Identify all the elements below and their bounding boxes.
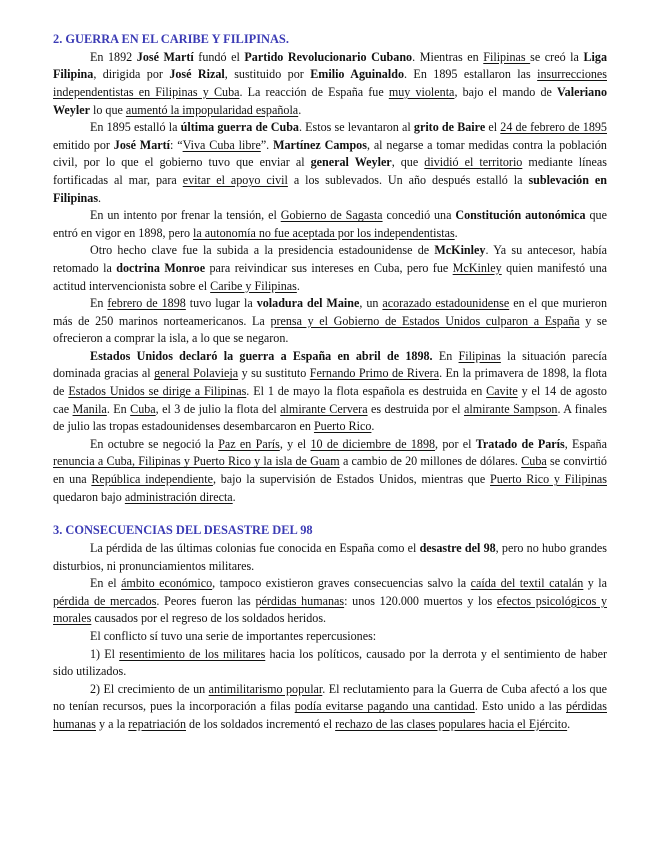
text-run: la situación parecía dominada gracias al — [53, 348, 607, 381]
bold-text: Martínez Campos — [273, 137, 367, 152]
underlined-text: ámbito económico — [121, 576, 213, 591]
bold-text: sublevación en Filipinas — [53, 172, 607, 205]
underlined-text: insurrecciones independentistas en Filipinas y Cuba — [53, 67, 607, 99]
underlined-text: almirante Sampson — [463, 401, 558, 416]
underlined-text: Gobierno de Sagasta — [280, 208, 383, 223]
text-run: . A finales de julio las tropas estadounidenses desembarcaron en — [53, 401, 607, 434]
text-run: en el que murieron más de 250 marinos norteamericanos. La — [53, 296, 607, 328]
underlined-text: dividió el territorio — [424, 155, 523, 170]
underlined-text: acorazado estadounidense — [382, 296, 510, 311]
bold-text: general Weyler — [310, 155, 392, 170]
underlined-text: antimilitarismo popular — [208, 681, 323, 696]
text-run: El conflicto sí tuvo una serie de importantes repercusiones: — [90, 629, 377, 643]
bold-text: José Martí — [113, 137, 171, 152]
underlined-text: McKinley — [452, 260, 502, 275]
underlined-text: rechazo de las clases populares hacia el Ejército — [335, 716, 568, 731]
bold-text: Estados Unidos declaró la guerra a España en abril de 1898. — [90, 348, 433, 363]
text-run: a cambio de 20 millones de dólares. — [339, 454, 522, 469]
section-heading-consecuencias: 3. CONSECUENCIAS DEL DESASTRE DEL 98 — [53, 523, 313, 538]
text-run: 2) El crecimiento de un — [90, 681, 209, 696]
text-run: 1) El — [90, 646, 120, 661]
section-heading-guerra: 2. GUERRA EN EL CARIBE Y FILIPINAS. — [53, 32, 289, 46]
underlined-text: Fernando Primo de Rivera — [309, 366, 440, 381]
paragraph — [53, 646, 607, 681]
underlined-text: evitar el apoyo civil — [182, 172, 288, 187]
underlined-text: pérdida de mercados — [53, 593, 157, 608]
text-run: , al negarse a tomar medidas contra la población civil, por lo que el gobierno tuvo que enviar al — [53, 137, 607, 170]
text-run: . — [298, 102, 302, 117]
text-run: quien manifestó una actitud intervencionista sobre el — [53, 260, 607, 293]
text-run: En — [90, 296, 108, 311]
bold-text: doctrina Monroe — [116, 260, 206, 275]
text-run: La pérdida de las últimas colonias fue conocida en España como el — [90, 541, 420, 556]
text-run: En 1895 estalló la — [90, 120, 181, 135]
underlined-text: febrero de 1898 — [107, 296, 186, 311]
underlined-text: Estados Unidos se dirige a Filipinas — [68, 384, 247, 399]
underlined-text: pérdidas humanas — [255, 593, 345, 608]
paragraph — [53, 295, 607, 348]
text-run: . Ya su antecesor, había retomado la — [53, 243, 607, 275]
text-run: , bajo la supervisión de Estados Unidos, mientras que — [212, 472, 490, 487]
underlined-text: muy violenta — [388, 84, 455, 99]
paragraph — [53, 242, 607, 295]
text-run: se convirtió en una — [53, 454, 607, 487]
text-run: : unos 120.000 muertos y los — [344, 593, 497, 608]
text-run: se creó la — [530, 49, 584, 64]
text-run: . Estos se levantaron al — [298, 120, 414, 135]
underlined-text: 24 de febrero de 1895 — [500, 120, 607, 135]
paragraph — [53, 575, 607, 628]
text-run: y su sustituto — [238, 366, 310, 381]
text-run: quedaron bajo — [53, 489, 125, 504]
text-run: . — [98, 190, 102, 205]
bold-text: voladura del Maine — [256, 296, 360, 311]
text-run: que entró en vigor en 1898, pero — [53, 208, 607, 240]
text-run: En — [432, 348, 459, 363]
bold-text: Partido Revolucionario Cubano — [244, 49, 413, 64]
bold-text: Emilio Aguinaldo — [310, 67, 404, 82]
bold-text: Tratado de París — [475, 436, 565, 451]
text-run: es destruida por el — [367, 401, 464, 416]
text-run: , dirigida por — [93, 67, 170, 82]
text-run: . Esto unido a las — [474, 699, 567, 714]
text-run: . El reclutamiento para la Guerra de Cuba afectó a los que no tenían recursos, pues la incorporación a filas — [53, 681, 607, 714]
text-run: , por el — [435, 436, 476, 451]
bold-text: grito de Baire — [413, 120, 486, 135]
underlined-text: Cuba — [521, 454, 547, 469]
text-run: el — [485, 120, 501, 135]
text-run: . La reacción de España fue — [239, 84, 389, 99]
text-run: a los sublevados. Un año después estalló la — [287, 172, 529, 187]
text-run: Otro hecho clave fue la subida a la presidencia estadounidense de — [90, 243, 435, 258]
underlined-text: efectos psicológicos y morales — [53, 593, 608, 626]
underlined-text: podía evitarse pagando una cantidad — [294, 699, 475, 714]
text-run: . — [454, 225, 458, 240]
underlined-text: almirante Cervera — [280, 401, 368, 416]
underlined-text: Viva Cuba libre — [182, 137, 261, 152]
underlined-text: la autonomía no fue aceptada por los independentistas — [193, 225, 455, 240]
text-run: . — [296, 278, 300, 293]
text-run: : “ — [170, 137, 183, 152]
text-run: . — [567, 716, 571, 731]
underlined-text: aumentó la impopularidad española — [125, 102, 299, 117]
paragraph — [53, 207, 607, 242]
text-run: lo que — [89, 102, 126, 117]
underlined-text: Filipinas — [483, 49, 531, 64]
underlined-text: Puerto Rico y Filipinas — [490, 472, 607, 487]
paragraph — [53, 540, 607, 575]
text-run: para reivindicar sus intereses en Cuba, pero fue — [205, 260, 453, 275]
bold-text: Liga Filipina — [53, 49, 608, 82]
text-run: . Peores fueron las — [156, 593, 256, 608]
text-run: y se ofrecieron a comprar la isla, a lo que se negaron. — [53, 313, 608, 346]
paragraph — [53, 49, 607, 119]
text-run: , un — [359, 296, 383, 311]
underlined-text: caída del textil catalán — [470, 576, 584, 591]
bold-text: José Martí — [136, 49, 194, 64]
underlined-text: general Polavieja — [154, 366, 239, 381]
underlined-text: prensa y el Gobierno de Estados Unidos culparon a España — [270, 313, 580, 328]
underlined-text: resentimiento de los militares — [119, 646, 266, 661]
text-run: hacia los políticos, causado por la derrota y el sentimiento de haber sido utilizados. — [53, 646, 607, 679]
underlined-text: Cavite — [486, 384, 518, 399]
bold-text: McKinley — [434, 243, 486, 258]
bold-text: Constitución autonómica — [455, 208, 586, 223]
underlined-text: Caribe y Filipinas — [210, 278, 297, 293]
underlined-text: Paz en París — [218, 436, 280, 451]
text-run: fundó el — [193, 49, 245, 64]
text-run: , que — [391, 155, 425, 170]
text-run: , España — [564, 436, 607, 451]
underlined-text: Filipinas — [458, 348, 501, 363]
text-run: En el — [90, 576, 122, 591]
bold-text: desastre del 98 — [419, 541, 496, 556]
bold-text: Valeriano Weyler — [53, 84, 607, 117]
text-run: ”. — [260, 137, 274, 152]
text-run: concedió una — [382, 208, 456, 223]
document-page — [53, 31, 607, 734]
text-run: , tampoco existieron graves consecuencias salvo la — [212, 576, 471, 591]
text-run: y la — [583, 576, 607, 591]
underlined-text: Puerto Rico — [313, 419, 372, 434]
paragraph — [53, 681, 607, 734]
text-run: , sustituido por — [224, 67, 311, 82]
underlined-text: Manila — [72, 401, 107, 416]
text-run: y el 14 de agosto cae — [53, 384, 607, 416]
text-run: emitido por — [53, 137, 114, 152]
bold-text: José Rizal — [169, 67, 225, 82]
bold-text: última guerra de Cuba — [180, 120, 299, 135]
text-run: . El 1 de mayo la flota española es destruida en — [246, 384, 487, 399]
text-run: , pero no hubo grandes disturbios, ni pronunciamientos militares. — [53, 541, 607, 573]
text-run: , y el — [279, 436, 311, 451]
underlined-text: repatriación — [128, 716, 186, 731]
text-run: En un intento por frenar la tensión, el — [90, 208, 281, 223]
text-run: . — [371, 419, 375, 434]
text-run: . Mientras en — [412, 49, 484, 64]
underlined-text: renuncia a Cuba, Filipinas y Puerto Rico y la isla de Guam — [53, 454, 340, 469]
text-run: . En 1895 estallaron las — [404, 67, 538, 82]
underlined-text: administración directa — [124, 489, 233, 504]
text-run: de los soldados incrementó el — [186, 716, 336, 731]
paragraph — [53, 348, 607, 436]
section-spacer — [53, 506, 607, 522]
text-run: causados por el regreso de los soldados heridos. — [91, 611, 327, 626]
text-run: . — [232, 489, 236, 504]
paragraph — [53, 628, 607, 646]
text-run: , bajo el mando de — [454, 84, 558, 99]
text-run: mediante líneas fortificadas al mar, para — [53, 155, 607, 187]
paragraph — [53, 436, 607, 506]
text-run: . En la primavera de 1898, la flota de — [53, 366, 608, 399]
underlined-text: República independiente — [91, 472, 213, 487]
text-run: En octubre se negoció la — [90, 436, 219, 451]
text-run: , el 3 de julio la flota del — [155, 401, 281, 416]
underlined-text: 10 de diciembre de 1898 — [310, 436, 436, 451]
text-run: . En — [106, 401, 131, 416]
paragraph — [53, 119, 607, 207]
underlined-text: Cuba — [130, 401, 156, 416]
text-run: tuvo lugar la — [185, 296, 257, 311]
text-run: En 1892 — [90, 49, 137, 64]
underlined-text: pérdidas humanas — [53, 699, 607, 731]
text-run: y a la — [96, 716, 129, 731]
